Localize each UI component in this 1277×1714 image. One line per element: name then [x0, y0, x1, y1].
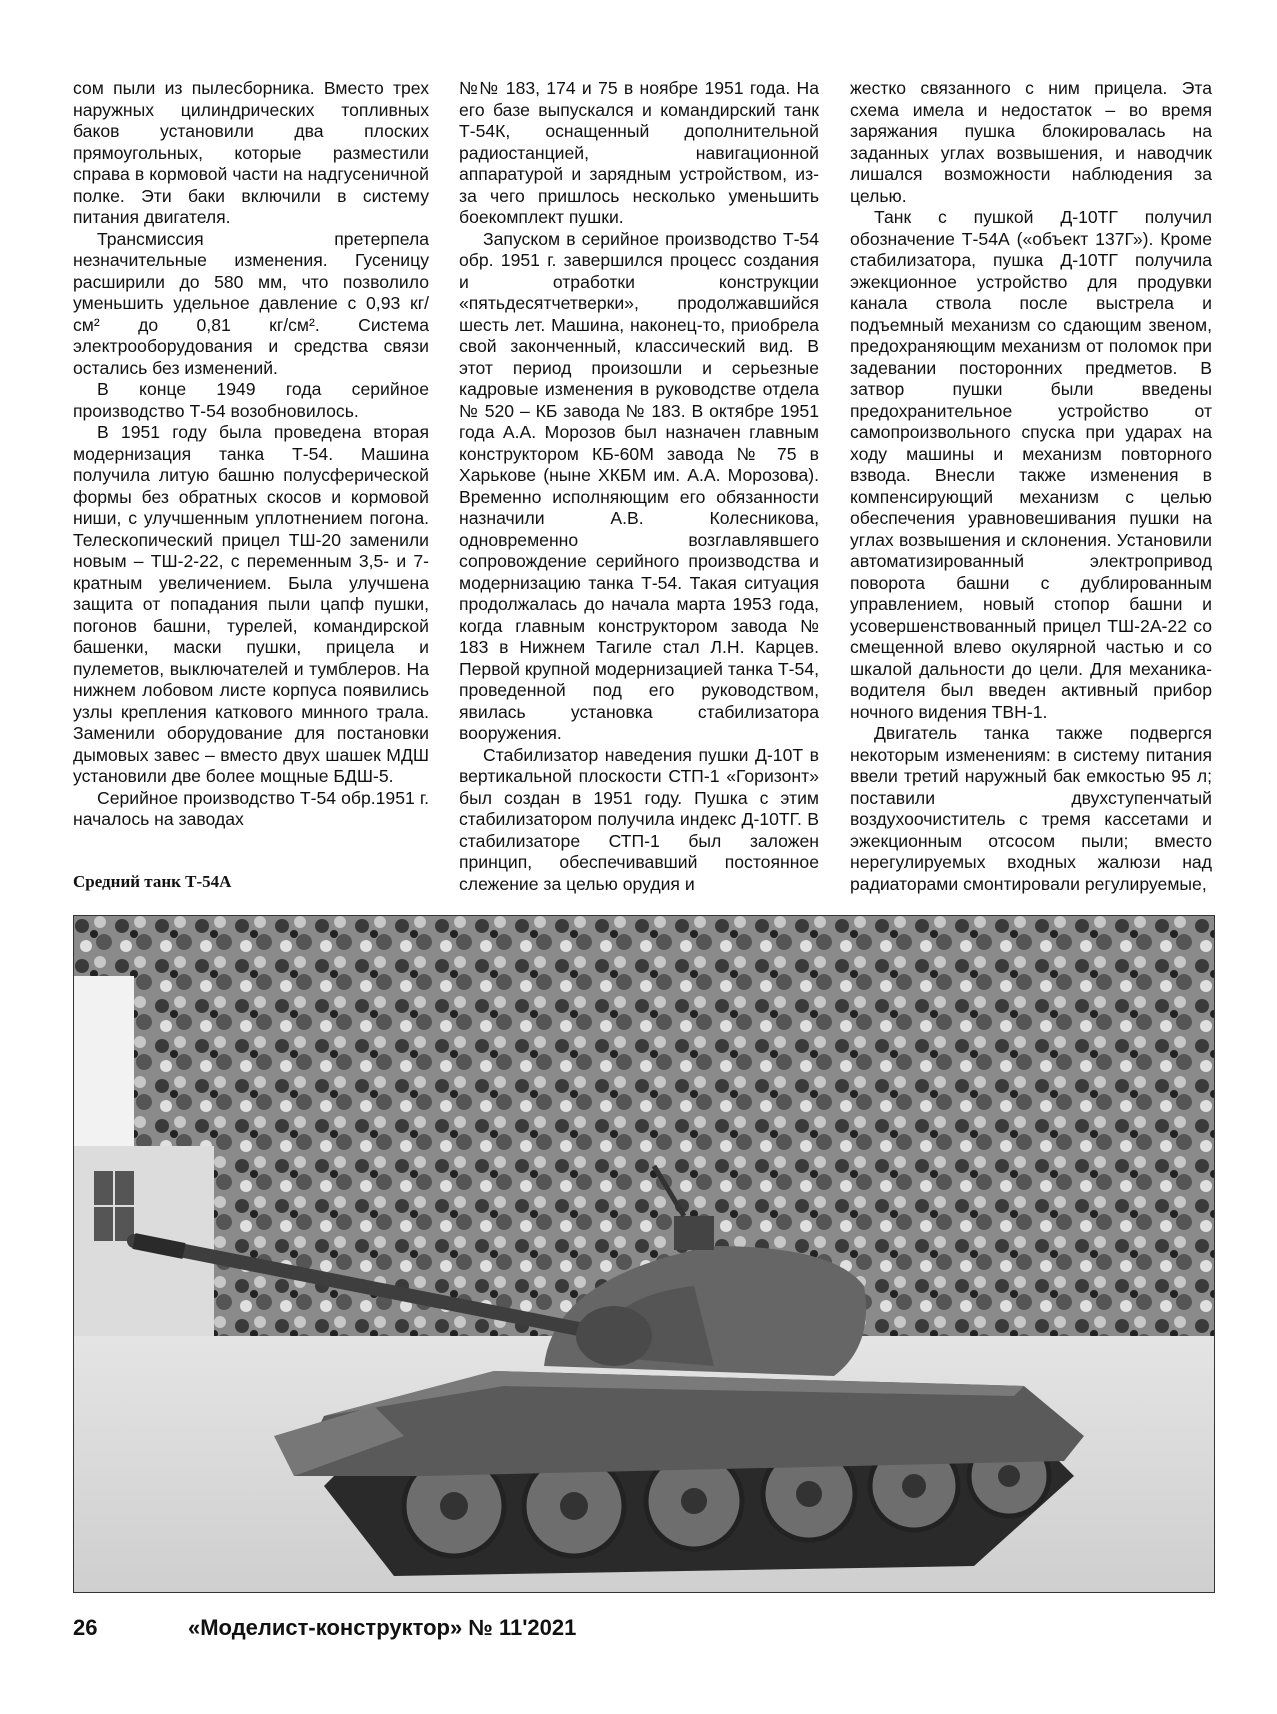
- text-column-3: [850, 78, 1212, 895]
- paragraph: Танк с пушкой Д-10ТГ получил обозначение Т-54А («объект 137Г»). Кроме стабилизатора, пушка Д-10ТГ получила эжекционное устройство для продувки канала ствола после выстрела и подъемный механизм со сдающим звеном, предохраняющим механизм от поломок при задевании посторонних предметов. В затвор пушки были введены предохранительное устройство от самопроизвольного спуска при ударах на ходу машины и механизм повторного взвода. Внесли также изменения в компенсирующий механизм с целью обеспечения уравновешивания пушки на углах возвышения и склонения. Установили автоматизированный электропривод поворота башни с дублированным управлением, новый стопор башни и усовершенствованный прицел ТШ-2А-22 со смещенной влево окулярной частью и со шкалой дальности до цели. Для механика-водителя был введен активный прибор ночного видения ТВН-1.: [850, 207, 1212, 722]
- magazine-title: «Моделист-конструктор» № 11'2021: [188, 1615, 577, 1640]
- paragraph: сом пыли из пылесборника. Вместо трех наружных цилиндрических топливных баков установили два плоских прямоугольных, которые разместили справа в кормовой части на надгусеничной полке. Эти баки включили в систему питания двигателя.: [73, 78, 429, 227]
- photo-caption: Средний танк Т-54А: [73, 872, 232, 891]
- paragraph: жестко связанного с ним прицела. Эта схема имела и недостаток – во время заряжания пушка блокировалась на заданных углах возвышения, и наводчик лишался возможности наблюдения за целью.: [850, 78, 1212, 206]
- paragraph: В конце 1949 года серийное производство Т-54 возобновилось.: [73, 379, 429, 421]
- tank-photo: [73, 915, 1215, 1593]
- paragraph: В 1951 году была проведена вторая модернизация танка Т-54. Машина получила литую башню полусферической формы без обратных скосов и кормовой ниши, с улучшенным уплотнением погона. Телескопический прицел ТШ-20 заменили новым – ТШ-2-22, с переменным 3,5- и 7-кратным увеличением. Была улучшена защита от попадания пыли цапф пушки, погонов башни, турелей, командирской башенки, маски пушки, прицела и пулеметов, выключателей и тумблеров. На нижнем лобовом листе корпуса появились узлы крепления каткового минного трала. Заменили оборудование для постановки дымовых завес – вместо двух шашек МДШ установили две более мощные БДШ-5.: [73, 422, 429, 786]
- paragraph: Запуском в серийное производство Т-54 обр. 1951 г. завершился процесс создания и отработки конструкции «пятьдесятчетверки», продолжавшийся шесть лет. Машина, наконец-то, приобрела свой законченный, классический вид. В этот период произошли и серьезные кадровые изменения в руководстве отдела № 520 – КБ завода № 183. В октябре 1951 года А.А. Морозов был назначен главным конструктором КБ-60М завода № 75 в Харькове (ныне ХКБМ им. А.А. Морозова). Временно исполняющим его обязанности назначили А.В. Колесникова, одновременно возглавлявшего сопровождение серийного производства и модернизацию танка Т-54. Такая ситуация продолжалась до начала марта 1953 года, когда главным конструктором завода № 183 в Нижнем Тагиле стал Л.Н. Карцев. Первой крупной модернизацией танка Т-54, проведенной под его руководством, явилась установка стабилизатора вооружения.: [459, 228, 820, 743]
- paragraph: №№ 183, 174 и 75 в ноябре 1951 года. На его базе выпускался и командирский танк Т-54К, оснащенный дополнительной радиостанцией, навигационной аппаратурой и зарядным устройством, из-за чего пришлось несколько уменьшить боекомплект пушки.: [459, 78, 819, 227]
- text-column-2: [459, 78, 819, 895]
- paragraph: Стабилизатор наведения пушки Д-10Т в вертикальной плоскости СТП-1 «Горизонт» был создан в 1951 году. Пушка с этим стабилизатором получила индекс Д-10ТГ. В стабилизаторе СТП-1 был заложен принцип, обеспечивавший постоянное слежение за целью орудия и: [459, 744, 819, 894]
- paragraph: Серийное производство Т-54 обр.1951 г. началось на заводах: [73, 787, 429, 829]
- paragraph: Трансмиссия претерпела незначительные изменения. Гусеницу расширили до 580 мм, что позволило уменьшить удельное давление с 0,93 кг/см² до 0,81 кг/см². Система электрооборудования и средства связи остались без изменений.: [73, 228, 429, 378]
- text-column-1: [73, 78, 429, 831]
- tank-photo-illustration: [74, 916, 1214, 1592]
- paragraph: Двигатель танка также подвергся некоторым изменениям: в систему питания ввели третий наружный бак емкостью 95 л; поставили двухступенчатый воздухоочиститель с тремя кассетами и эжекционным отсосом пыли; вместо нерегулируемых входных жалюзи над радиаторами смонтировали регулируемые,: [850, 723, 1212, 894]
- page-number: 26: [73, 1615, 98, 1640]
